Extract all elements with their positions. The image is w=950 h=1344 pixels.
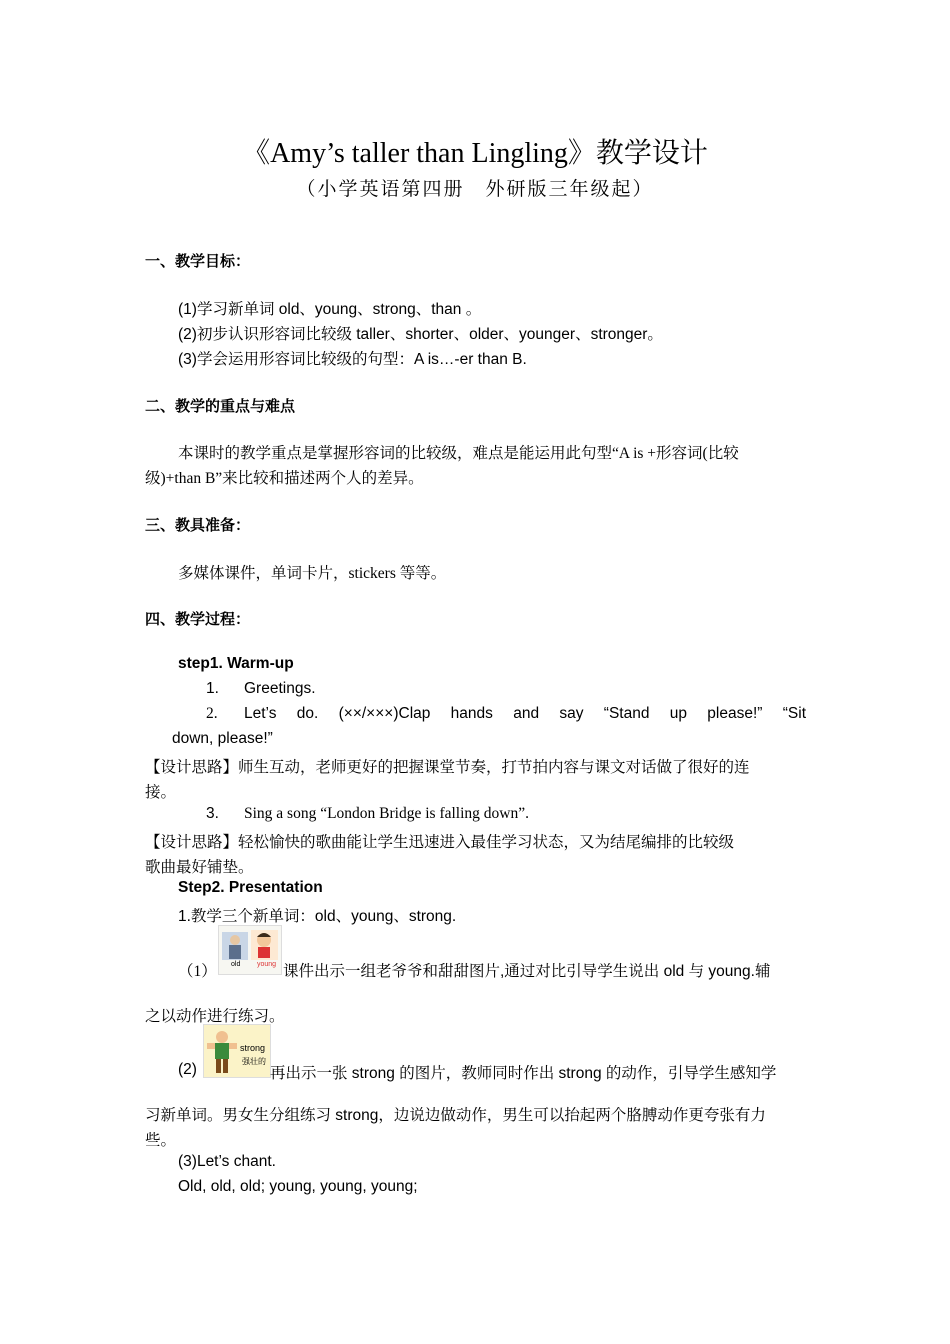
chant-line: Old, old, old; young, young, young;	[178, 1178, 418, 1195]
list-number: 1.	[206, 680, 219, 697]
section-heading-goals: 一、教学目标：	[145, 253, 251, 270]
list-item-text: Greetings.	[244, 680, 316, 697]
chant-heading: (3)Let’s chant.	[178, 1153, 276, 1170]
list-item-text: Sing a song “London Bridge is falling down”.	[244, 805, 529, 822]
focus-paragraph-line: 级)+than B”来比较和描述两个人的差异。	[145, 470, 424, 487]
step2-title: Step2. Presentation	[178, 879, 323, 896]
strong-image	[203, 1024, 271, 1078]
section-heading-process: 四、教学过程：	[145, 611, 251, 628]
step1-title: step1. Warm-up	[178, 655, 294, 672]
section-heading-focus: 二、教学的重点与难点	[145, 398, 296, 415]
goal-item: (1)学习新单词 old、young、strong、than 。	[178, 301, 482, 318]
list-number: 2.	[206, 705, 218, 722]
design-note-line: 歌曲最好铺垫。	[145, 859, 254, 876]
design-note-line: 接。	[145, 784, 177, 801]
image-caption-old: old	[231, 961, 241, 968]
image-caption-strong: strong	[240, 1043, 266, 1053]
presentation-line: 之以动作进行练习。	[145, 1008, 285, 1025]
list-number: (2)	[178, 1061, 197, 1078]
materials-paragraph: 多媒体课件，单词卡片，stickers 等等。	[178, 565, 447, 582]
goal-item: (3)学会运用形容词比较级的句型：A is…-er than B.	[178, 351, 527, 368]
list-item-text: Let’s do. (××/×××)Clap hands and say “Stand up please!” “Sit	[244, 705, 806, 722]
image-caption-young: young	[257, 961, 277, 968]
section-heading-materials: 三、教具准备：	[145, 517, 251, 534]
goal-item: (2)初步认识形容词比较级 taller、shorter、older、younger、stronger。	[178, 326, 663, 343]
list-item-continuation: down, please!”	[172, 730, 273, 747]
document-title: 《Amy’s taller than Lingling》教学设计	[242, 138, 708, 169]
design-note-line: 【设计思路】轻松愉快的歌曲能让学生迅速进入最佳学习状态，又为结尾编排的比较级	[145, 834, 735, 851]
presentation-line: 再出示一张 strong 的图片，教师同时作出 strong 的动作，引导学生感知学	[270, 1065, 777, 1082]
presentation-line: 些。	[145, 1132, 177, 1149]
presentation-line: 习新单词。男女生分组练习 strong，边说边做动作，男生可以抬起两个胳膊动作更夸张有力	[145, 1107, 766, 1124]
design-note-line: 【设计思路】师生互动，老师更好的把握课堂节奏，打节拍内容与课文对话做了很好的连	[145, 759, 750, 776]
focus-paragraph-line: 本课时的教学重点是掌握形容词的比较级，难点是能运用此句型“A is +形容词(比较	[178, 445, 739, 462]
document-subtitle: （小学英语第四册 外研版三年级起）	[296, 179, 654, 200]
presentation-line: 1.教学三个新单词：old、young、strong.	[178, 908, 457, 925]
presentation-line: 课件出示一组老爷爷和甜甜图片,通过对比引导学生说出 old 与 young.辅	[283, 963, 771, 980]
list-number: 3.	[206, 805, 219, 822]
image-caption-strong-cn: 强壮的	[242, 1057, 266, 1066]
list-number: （1）	[178, 963, 217, 980]
old-young-image	[218, 925, 282, 975]
